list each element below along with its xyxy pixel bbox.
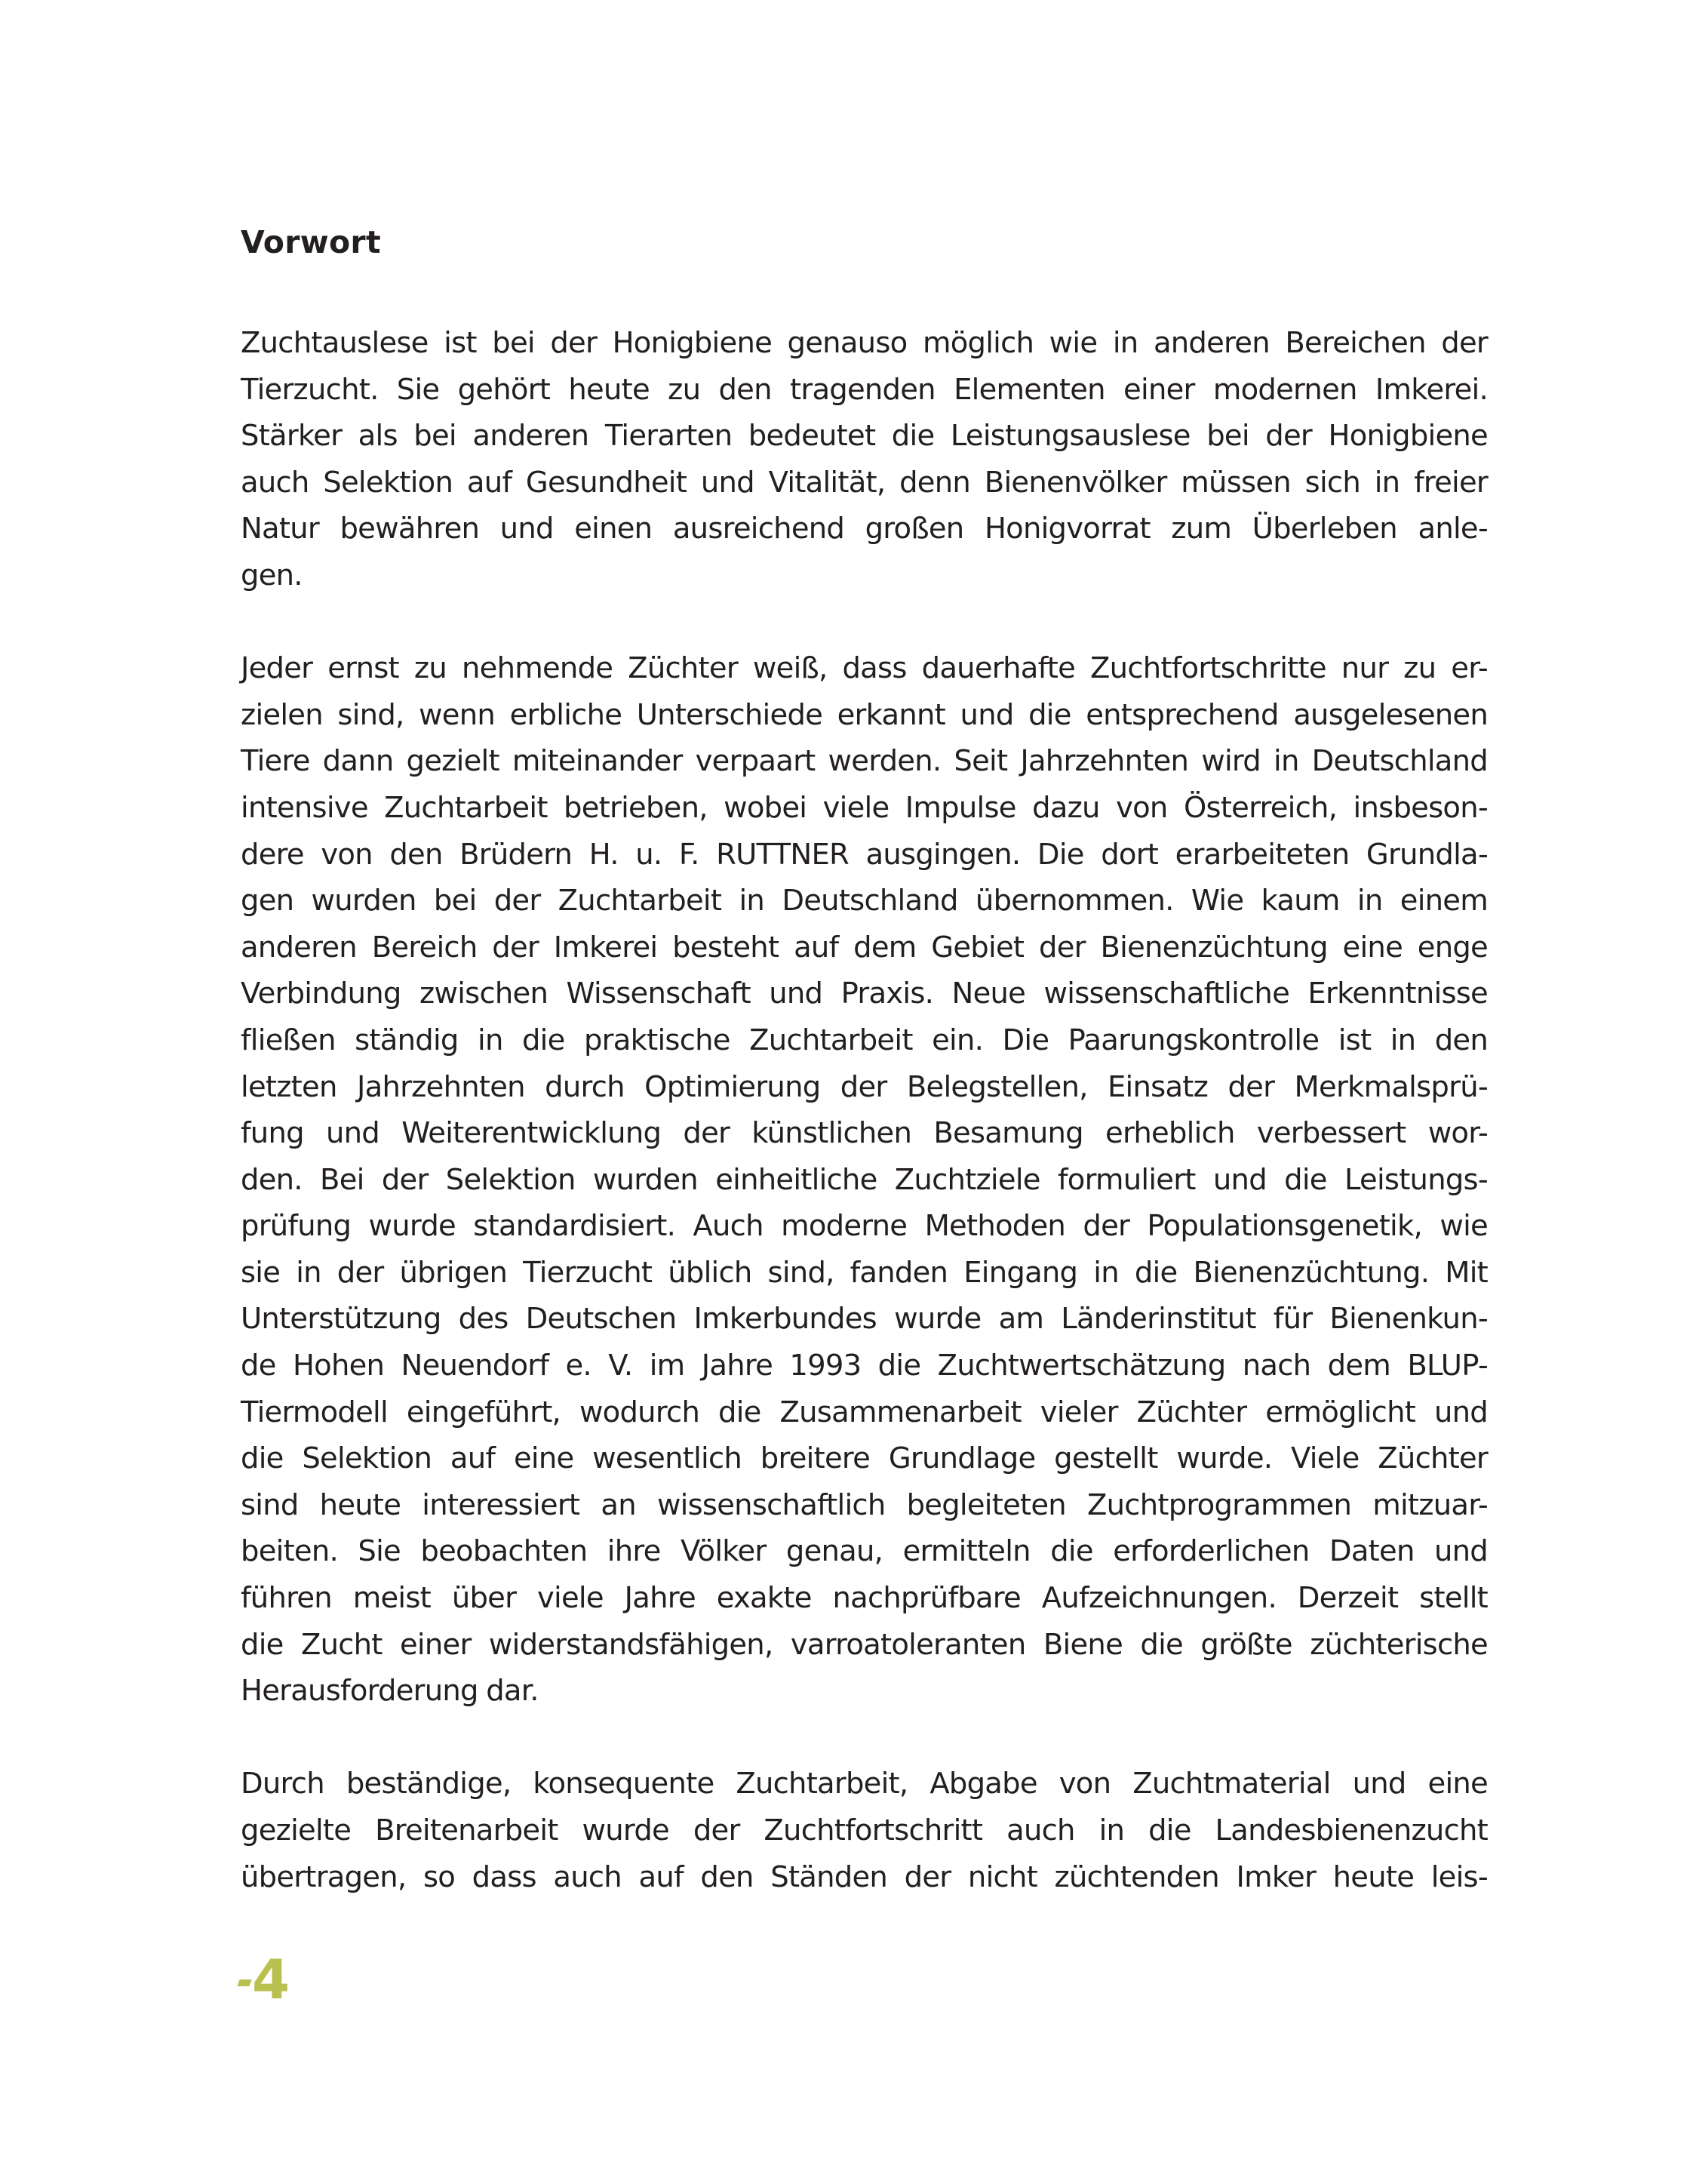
text-line: den. Bei der Selektion wurden einheitliche Zuchtziele formuliert und die Leistungs-	[241, 1162, 1488, 1197]
text-line: Jeder ernst zu nehmende Züchter weiß, dass dauerhafte Zuchtfortschritte nur zu er-	[241, 651, 1488, 686]
text-line: anderen Bereich der Imkerei besteht auf dem Gebiet der Bienenzüchtung eine enge	[241, 930, 1488, 964]
page-number-dash-ornament	[237, 1979, 251, 1986]
paragraph-3	[241, 1761, 1488, 1900]
text-line: zielen sind, wenn erbliche Unterschiede erkannt und die entsprechend ausgelesenen	[241, 697, 1488, 732]
text-line: Verbindung zwischen Wissenschaft und Praxis. Neue wissenschaftliche Erkenntnisse	[241, 977, 1488, 1011]
page-number	[238, 1948, 290, 2011]
body-text	[241, 320, 1488, 1947]
text-line: fließen ständig in die praktische Zuchtarbeit ein. Die Paarungskontrolle ist in den	[241, 1023, 1488, 1057]
text-line: dere von den Brüdern H. u. F. RUTTNER ausgingen. Die dort erarbeiteten Grundla-	[241, 837, 1488, 872]
text-line: Herausforderung dar.	[241, 1674, 539, 1709]
text-line: übertragen, so dass auch auf den Ständen der nicht züchtenden Imker heute leis-	[241, 1859, 1488, 1894]
text-line: führen meist über viele Jahre exakte nachprüfbare Aufzeichnungen. Derzeit stellt	[241, 1581, 1488, 1616]
text-line: Natur bewähren und einen ausreichend großen Honigvorrat zum Überleben anle-	[241, 512, 1488, 546]
text-line: Tierzucht. Sie gehört heute zu den tragenden Elementen einer modernen Imkerei.	[241, 372, 1488, 407]
text-line: prüfung wurde standardisiert. Auch moderne Methoden der Populationsgenetik, wie	[241, 1209, 1488, 1244]
text-line: Zuchtauslese ist bei der Honigbiene genauso möglich wie in anderen Bereichen der	[241, 326, 1488, 360]
paragraph-1	[241, 320, 1488, 599]
paragraph-2	[241, 645, 1488, 1715]
text-line: auch Selektion auf Gesundheit und Vitalität, denn Bienenvölker müssen sich in freier	[241, 465, 1488, 500]
text-line: gezielte Breitenarbeit wurde der Zuchtfortschritt auch in die Landesbienenzucht	[241, 1813, 1488, 1847]
page-heading: Vorwort	[241, 224, 381, 260]
text-line: gen wurden bei der Zuchtarbeit in Deutschland übernommen. Wie kaum in einem	[241, 884, 1488, 918]
text-line: die Zucht einer widerstandsfähigen, varroatoleranten Biene die größte züchterische	[241, 1627, 1488, 1662]
text-line: sind heute interessiert an wissenschaftlich begleiteten Zuchtprogrammen mitzuar-	[241, 1487, 1488, 1522]
text-line: gen.	[241, 558, 303, 592]
text-line: letzten Jahrzehnten durch Optimierung der Belegstellen, Einsatz der Merkmalsprü-	[241, 1069, 1488, 1104]
text-line: sie in der übrigen Tierzucht üblich sind, fanden Eingang in die Bienenzüchtung. Mit	[241, 1255, 1488, 1290]
text-line: Tiermodell eingeführt, wodurch die Zusammenarbeit vieler Züchter ermöglicht und	[241, 1395, 1488, 1429]
text-line: Stärker als bei anderen Tierarten bedeutet die Leistungsauslese bei der Honigbiene	[241, 419, 1488, 454]
text-line: intensive Zuchtarbeit betrieben, wobei viele Impulse dazu von Österreich, insbeson-	[241, 790, 1488, 825]
text-line: fung und Weiterentwicklung der künstlichen Besamung erheblich verbessert wor-	[241, 1116, 1488, 1151]
text-line: de Hohen Neuendorf e. V. im Jahre 1993 die Zuchtwertschätzung nach dem BLUP-	[241, 1349, 1488, 1383]
text-line: Durch beständige, konsequente Zuchtarbeit, Abgabe von Zuchtmaterial und eine	[241, 1767, 1488, 1801]
text-line: die Selektion auf eine wesentlich breitere Grundlage gestellt wurde. Viele Züchter	[241, 1441, 1488, 1476]
text-line: Tiere dann gezielt miteinander verpaart werden. Seit Jahrzehnten wird in Deutschland	[241, 744, 1488, 779]
page-number-value: 4	[252, 1948, 290, 2011]
text-line: Unterstützung des Deutschen Imkerbundes wurde am Länderinstitut für Bienenkun-	[241, 1302, 1488, 1337]
text-line: beiten. Sie beobachten ihre Völker genau, ermitteln die erforderlichen Daten und	[241, 1534, 1488, 1569]
